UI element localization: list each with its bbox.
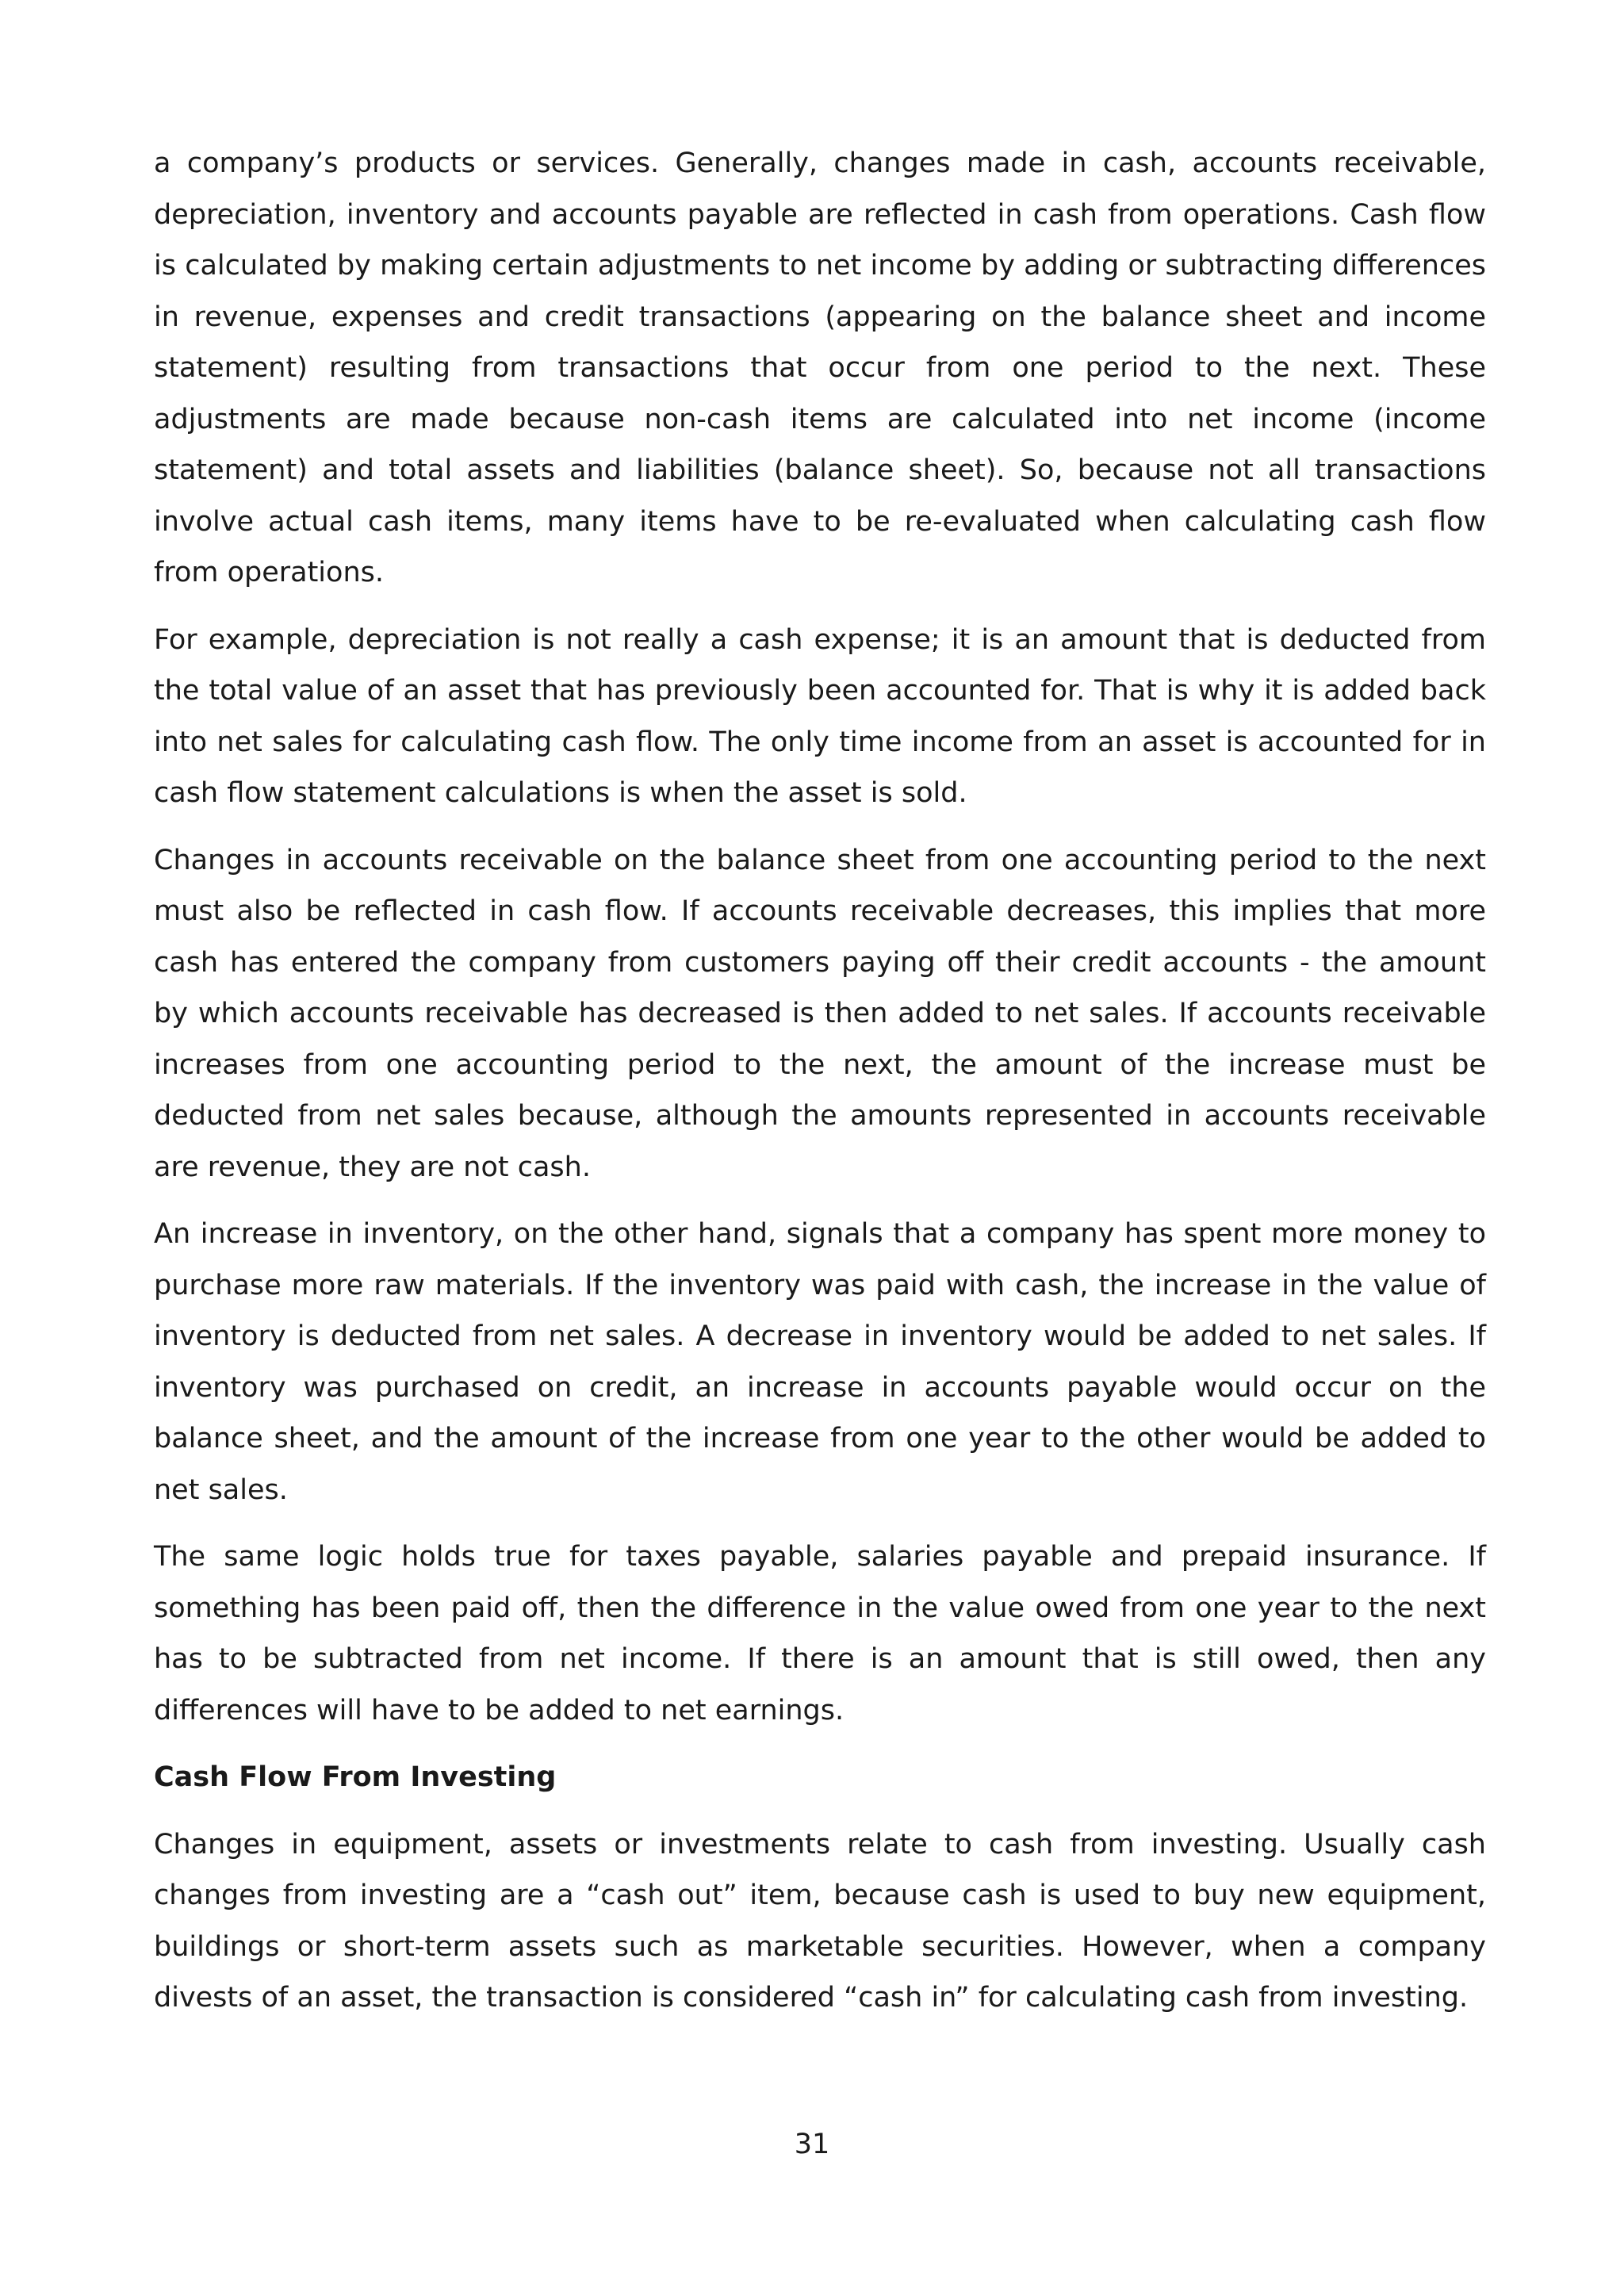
section-heading-cash-flow-investing: Cash Flow From Investing	[154, 1761, 557, 1793]
paragraph-accounts-receivable: Changes in accounts receivable on the balance sheet from one accounting period to the next must also be reflected in cash flow. If accounts receivable decreases, this implies that more cash has entered the company from customers paying off their credit accounts - the amount by which accounts receivable has decreased is then added to net sales. If accounts receivable increases from one accounting period to the next, the amount of the increase must be deducted from net sales because, although the amounts represented in accounts receivable are revenue, they are not cash.	[154, 844, 1486, 1183]
paragraph-inventory: An increase in inventory, on the other hand, signals that a company has spent more money to purchase more raw materials. If the inventory was paid with cash, the increase in the value of inventory is deducted from net sales. A decrease in inventory would be added to net sales. If inventory was purchased on credit, an increase in accounts payable would occur on the balance sheet, and the amount of the increase from one year to the other would be added to net sales.	[154, 1218, 1486, 1506]
page-body	[154, 138, 1486, 2040]
paragraph-depreciation-example: For example, depreciation is not really a cash expense; it is an amount that is deducted from the total value of an asset that has previously been accounted for. That is why it is added back into net sales for calculating cash flow. The only time income from an asset is accounted for in cash flow statement calculations is when the asset is sold.	[154, 623, 1486, 809]
paragraph-cash-from-investing: Changes in equipment, assets or investments relate to cash from investing. Usually cash changes from investing are a “cash out” item, because cash is used to buy new equipment, buildings or short-term assets such as marketable securities. However, when a company divests of an asset, the transaction is considered “cash in” for calculating cash from investing.	[154, 1828, 1486, 2014]
page-number: 31	[794, 2129, 830, 2160]
paragraph-cash-from-operations: a company’s products or services. Generally, changes made in cash, accounts receivable, depreciation, inventory and accounts payable are reflected in cash from operations. Cash flow is calculated by making certain adjustments to net income by adding or subtracting differences in revenue, expenses and credit transactions (appearing on the balance sheet and income statement) resulting from transactions that occur from one period to the next. These adjustments are made because non-cash items are calculated into net income (income statement) and total assets and liabilities (balance sheet). So, because not all transactions involve actual cash items, many items have to be re-evaluated when calculating cash flow from operations.	[154, 148, 1486, 588]
paragraph-taxes-salaries: The same logic holds true for taxes payable, salaries payable and prepaid insurance. If something has been paid off, then the difference in the value owed from one year to the next has to be subtracted from net income. If there is an amount that is still owed, then any differences will have to be added to net earnings.	[154, 1541, 1486, 1726]
